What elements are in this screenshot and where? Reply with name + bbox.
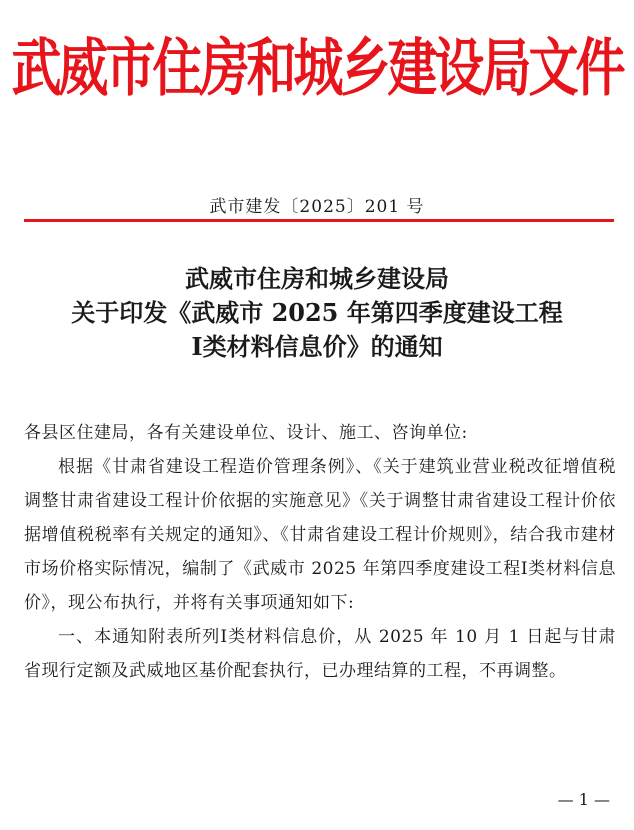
body-paragraph-1: 根据《甘肃省建设工程造价管理条例》、《关于建筑业营业税改征增值税调整甘肃省建设工程计价依据的实施意见》《关于调整甘肃省建设工程计价依据增值税税率有关规定的通知》、《甘肃省建设工程计价规则》，结合我市建材市场价格实际情况，编制了《武威市 2025 年第四季度建设工程I类材料信息价》，现公布执行，并将有关事项通知如下: xyxy=(24,457,616,613)
red-divider-line xyxy=(24,219,614,222)
salutation: 各县区住建局，各有关建设单位、设计、施工、咨询单位: xyxy=(24,423,468,443)
notice-title-line-1: 武威市住房和城乡建设局 xyxy=(185,264,449,293)
notice-title-line-2: 关于印发《武威市 2025 年第四季度建设工程 xyxy=(71,298,563,327)
page-number: — 1 — xyxy=(557,790,610,809)
notice-title xyxy=(0,262,634,364)
document-number: 武市建发〔2025〕201 号 xyxy=(209,197,425,217)
body-paragraphs xyxy=(24,450,616,688)
document-header-title: 武威市住房和城乡建设局文件 xyxy=(11,30,623,105)
body-paragraph-2: 一、本通知附表所列I类材料信息价，从 2025 年 10 月 1 日起与甘肃省现行定额及武威地区基价配套执行，已办理结算的工程，不再调整。 xyxy=(24,627,616,681)
notice-title-line-3: I类材料信息价》的通知 xyxy=(191,332,443,361)
